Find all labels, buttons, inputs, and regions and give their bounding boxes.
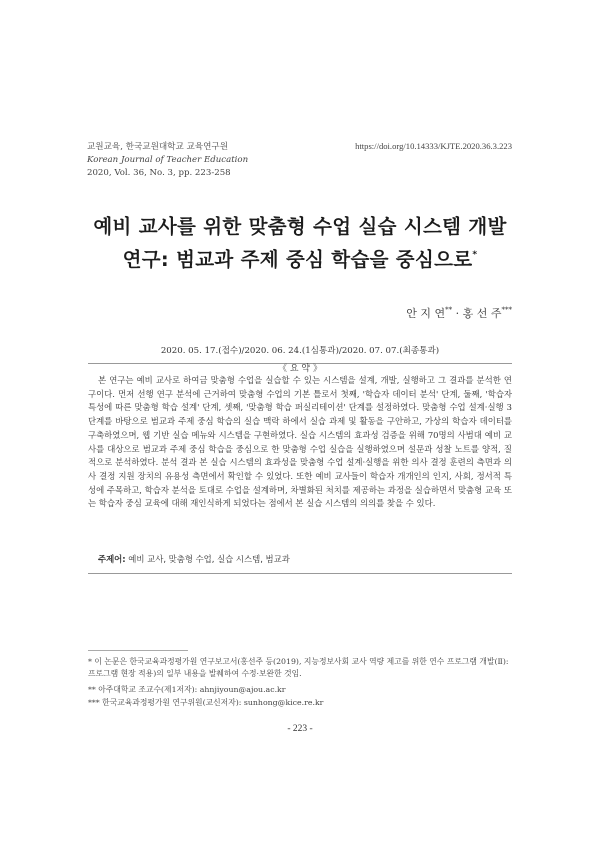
author-separator: · [452,307,463,320]
author-2: 홍 선 주 [462,307,502,320]
keywords [98,553,290,565]
author-2-mark: *** [501,306,512,314]
abstract-body: 본 연구는 예비 교사로 하여금 맞춤형 수업을 실습할 수 있는 시스템을 설계, 개발, 실행하고 그 결과를 분석한 연구이다. 먼저 선행 연구 분석에 근거하여 맞춤형 수업의 기본 틀로서 첫째, '학습자 데이터 분석' 단계, 둘째, '학습자 특성에 따른 맞춤형 학습 설계' 단계, 셋째, '맞춤형 학습 퍼실리테이션' 단계를 설정하였다. 맞춤형 수업 설계·실행 3단계를 바탕으로 범교과 주제 중심 학습의 실습 맥락 하에서 실습 과제 및 활동을 구안하고, 가상의 학습자 데이터를 구축하였으며, 웹 기반 실습 메뉴와 시스템을 구현하였다. 실습 시스템의 효과성 검증을 위해 70명의 사범대 예비 교사를 대상으로 범교과 주제 중심 학습을 중심으로 한 맞춤형 수업 실습을 실행하였으며 설문과 성찰 노트를 양적, 질적으로 분석하였다. 분석 결과 본 실습 시스템의 효과성을 맞춤형 수업 설계·실행을 위한 의사 결정 훈련의 측면과 의사 결정 지원 장치의 유용성 측면에서 확인할 수 있었다. 또한 예비 교사들이 학습자 개개인의 인지, 사회, 정서적 특성에 주목하고, 학습자 분석을 토대로 수업을 설계하며, 차별화된 처치를 제공하는 과정을 실습하면서 맞춤형 교육 또는 학습자 중심 교육에 대해 재인식하게 되었다는 점에서 본 실습 시스템의 의의를 찾을 수 있다. [88,375,512,509]
paper-title [60,212,540,274]
journal-header [87,141,248,180]
footnote-funding: * 이 논문은 한국교육과정평가원 연구보고서(홍선주 등(2019), 지능정보사회 교사 역량 제고를 위한 연수 프로그램 개발(Ⅱ): 프로그램 현장 적용)의 일부 내용을 발췌하여 수정·보완한 것임. [88,657,509,678]
abstract-heading-label: 《 요 약 》 [272,364,328,374]
page-number: - 223 - [287,724,313,734]
institution: 교원교육, 한국교원대학교 교육연구원 [87,142,229,152]
title-footnote-mark: * [472,250,478,260]
footnote-rule [88,650,188,651]
keywords-label: 주제어: [98,554,126,564]
keywords-text: 예비 교사, 맞춤형 수업, 실습 시스템, 범교과 [128,554,290,564]
footnote-corresponding-author: *** 한국교육과정평가원 연구위원(교신저자): sunhong@kice.re.kr [88,698,324,707]
author-1-mark: ** [445,306,453,314]
submission-dates: 2020. 05. 17.(접수)/2020. 06. 24.(1심통과)/2020. 07. 07.(최종통과) [160,346,440,356]
footnote-first-author: ** 아주대학교 조교수(제1저자): ahnjiyoun@ajou.ac.kr [88,685,286,694]
journal-name-en: Korean Journal of Teacher Education [87,155,249,165]
authors [406,305,512,321]
doi-link[interactable]: https://doi.org/10.14333/KJTE.2020.36.3.223 [355,141,512,151]
title-line-1: 예비 교사를 위한 맞춤형 수업 실습 시스템 개발 [93,215,507,238]
abstract-bottom-rule [88,573,512,574]
author-1: 안 지 연 [406,307,446,320]
abstract-heading [0,356,600,375]
volume-info: 2020, Vol. 36, No. 3, pp. 223-258 [87,168,231,178]
title-line-2: 연구: 범교과 주제 중심 학습을 중심으로 [122,248,473,271]
